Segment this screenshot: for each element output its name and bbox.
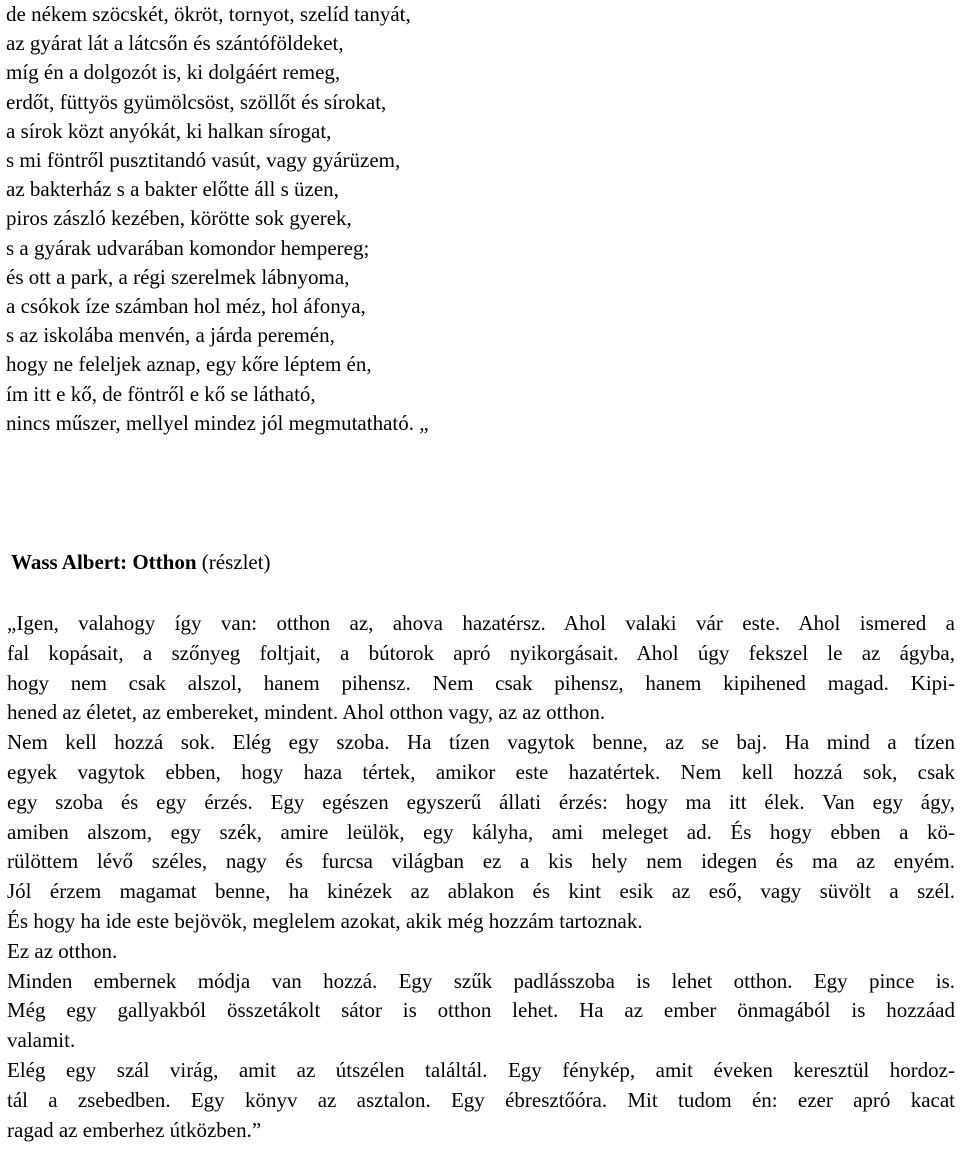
poem-line: az gyárat lát a látcsőn és szántóföldeket, — [6, 31, 344, 56]
poem-line: piros zászló kezében, körötte sok gyerek, — [6, 206, 352, 231]
poem-line: és ott a park, a régi szerelmek lábnyoma, — [6, 264, 350, 289]
prose-line: „Igen, valahogy így van: otthon az, ahova hazatérsz. Ahol valaki vár este. Ahol ismered a — [7, 611, 955, 635]
poem-line: erdőt, füttyös gyümölcsöst, szöllőt és sírokat, — [6, 89, 387, 114]
prose-line: Még egy gallyakból összetákolt sátor is otthon lehet. Ha az ember önmagából is hozzáad — [7, 998, 955, 1023]
prose-line: egy szoba és egy érzés. Egy egészen egyszerű állati érzés: hogy ma itt élek. Van egy ágy, — [7, 789, 955, 814]
poem-line: a csókok íze számban hol méz, hol áfonya, — [6, 294, 366, 319]
poem-excerpt — [6, 0, 946, 438]
prose-excerpt — [7, 609, 955, 1145]
prose-line: Nem kell hozzá sok. Elég egy szoba. Ha tízen vagytok benne, az se baj. Ha mind a tízen — [7, 730, 955, 755]
excerpt-note: (részlet) — [201, 550, 271, 574]
prose-line: Jól érzem magamat benne, ha kinézek az ablakon és kint esik az eső, vagy süvölt a szél. — [7, 879, 955, 904]
prose-line: valamit. — [7, 1028, 76, 1053]
poem-line: míg én a dolgozót is, ki dolgáért remeg, — [6, 60, 341, 85]
prose-line: És hogy ha ide este bejövök, meglelem azokat, akik még hozzám tartoznak. — [7, 908, 643, 933]
poem-line: a sírok közt anyókát, ki halkan sírogat, — [6, 118, 332, 143]
prose-line: fal kopásait, a szőnyeg foltjait, a bútorok apró nyikorgásait. Ahol úgy fekszel le az ágyba, — [7, 640, 955, 665]
poem-line: s az iskolába menvén, a járda peremén, — [6, 323, 335, 348]
prose-line: hogy nem csak alszol, hanem pihensz. Nem csak pihensz, hanem kipihened magad. Kipi- — [7, 670, 955, 695]
poem-line: s mi föntről pusztitandó vasút, vagy gyárüzem, — [6, 148, 401, 173]
poem-line: az bakterház s a bakter előtte áll s üzen, — [6, 177, 339, 202]
prose-line: Ez az otthon. — [7, 938, 118, 963]
prose-line: egyek vagytok ebben, hogy haza tértek, amikor este hazatértek. Nem kell hozzá sok, csak — [7, 759, 955, 784]
prose-line: tál a zsebedben. Egy könyv az asztalon. Egy ébresztőóra. Mit tudom én: ezer apró kacat — [7, 1087, 955, 1112]
prose-line: rülöttem lévő széles, nagy és furcsa világban ez a kis hely nem idegen és ma az enyém. — [7, 849, 955, 874]
poem-line: hogy ne feleljek aznap, egy kőre léptem én, — [6, 352, 372, 377]
prose-line: Minden embernek módja van hozzá. Egy szűk padlásszoba is lehet otthon. Egy pince is. — [7, 968, 955, 993]
prose-line: ragad az emberhez útközben.” — [7, 1117, 262, 1142]
section-heading — [11, 546, 271, 578]
prose-line: hened az életet, az embereket, mindent. Ahol otthon vagy, az az otthon. — [7, 700, 606, 725]
author-title: Wass Albert: Otthon — [11, 550, 197, 574]
prose-line: amiben alszom, egy szék, amire leülök, egy kályha, ami meleget ad. És hogy ebben a kö- — [7, 819, 955, 844]
poem-line: nincs műszer, mellyel mindez jól megmutatható. „ — [6, 410, 429, 435]
poem-line: de nékem szöcskét, ökröt, tornyot, szelíd tanyát, — [6, 2, 411, 26]
prose-line: Elég egy szál virág, amit az útszélen találtál. Egy fénykép, amit éveken keresztül hordoz- — [7, 1057, 955, 1082]
poem-line: ím itt e kő, de föntről e kő se látható, — [6, 381, 316, 406]
poem-line: s a gyárak udvarában komondor hempereg; — [6, 235, 370, 260]
